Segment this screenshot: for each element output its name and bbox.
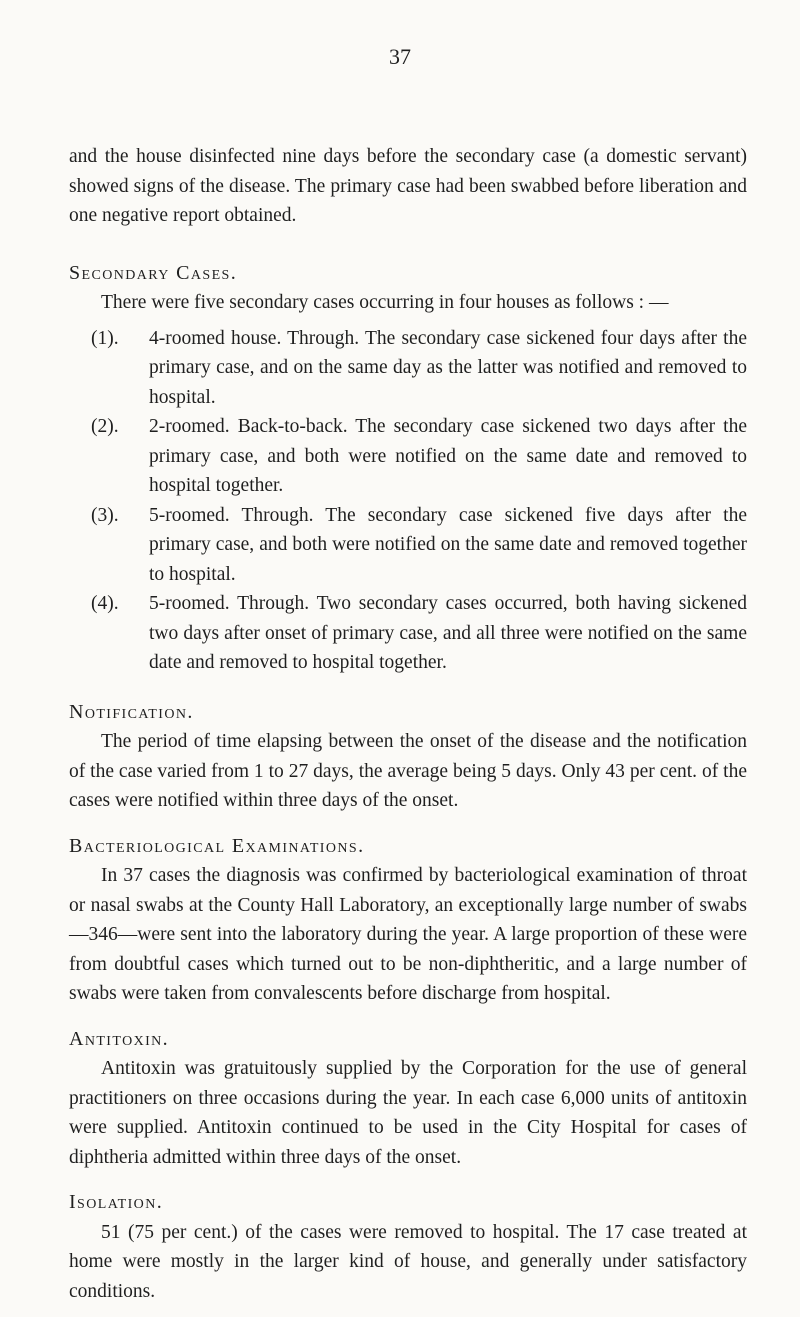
- item-number: (3).: [91, 504, 119, 526]
- list-item: [69, 501, 747, 590]
- secondary-cases-list: [69, 324, 747, 678]
- list-item: [69, 589, 747, 678]
- bacteriological-text: In 37 cases the diagnosis was confirmed by bacteriological examination of throat or nasal swabs at the County Hall Laboratory, an exceptionally large number of swabs—346—were sent into the laboratory during the year. A large proportion of these were from doubtful cases which turned out to be non-diphtheritic, and a large number of swabs were taken from convalescents before discharge from hospital.: [69, 865, 747, 1004]
- item-number: (4).: [91, 593, 119, 614]
- secondary-cases-intro: There were five secondary cases occurring in four houses as follows : —: [101, 292, 669, 313]
- body-text: [69, 142, 747, 1306]
- list-item: [69, 412, 747, 501]
- item-text: 5-roomed. Through. The secondary case sickened five days after the primary case, and both were notified on the same date and removed together to hospital.: [149, 504, 747, 585]
- antitoxin-text: Antitoxin was gratuitously supplied by the Corporation for the use of general practitioners on three occasions during the year. In each case 6,000 units of antitoxin were supplied. Antitoxin continued to be used in the City Hospital for cases of diphtheria admitted within three days of the onset.: [69, 1058, 747, 1168]
- notification-heading: Notification.: [69, 700, 194, 723]
- item-text: 2-roomed. Back-to-back. The secondary case sickened two days after the primary case, and both were notified on the same date and removed to hospital together.: [149, 416, 747, 496]
- isolation-heading: Isolation.: [69, 1191, 164, 1213]
- secondary-cases-heading: Secondary Cases.: [69, 261, 238, 284]
- list-item: [69, 324, 747, 413]
- bacteriological-heading: Bacteriological Examinations.: [69, 834, 365, 857]
- item-text: 4-roomed house. Through. The secondary case sickened four days after the primary case, and on the same day as the latter was notified and removed to hospital.: [149, 327, 747, 408]
- isolation-text: 51 (75 per cent.) of the cases were removed to hospital. The 17 case treated at home were mostly in the larger kind of house, and generally under satisfactory conditions.: [69, 1221, 747, 1302]
- notification-text: The period of time elapsing between the onset of the disease and the notification of the case varied from 1 to 27 days, the average being 5 days. Only 43 per cent. of the cases were notified within three days of the onset.: [69, 731, 747, 811]
- page-number: 37: [389, 44, 411, 69]
- item-number: (1).: [91, 327, 119, 349]
- item-text: 5-roomed. Through. Two secondary cases occurred, both having sickened two days after onset of primary case, and all three were notified on the same date and removed to hospital together.: [149, 593, 747, 673]
- item-number: (2).: [91, 416, 119, 437]
- opening-paragraph: and the house disinfected nine days before the secondary case (a domestic servant) showed signs of the disease. The primary case had been swabbed before liberation and one negative report obtained.: [69, 146, 747, 226]
- antitoxin-heading: Antitoxin.: [69, 1027, 170, 1050]
